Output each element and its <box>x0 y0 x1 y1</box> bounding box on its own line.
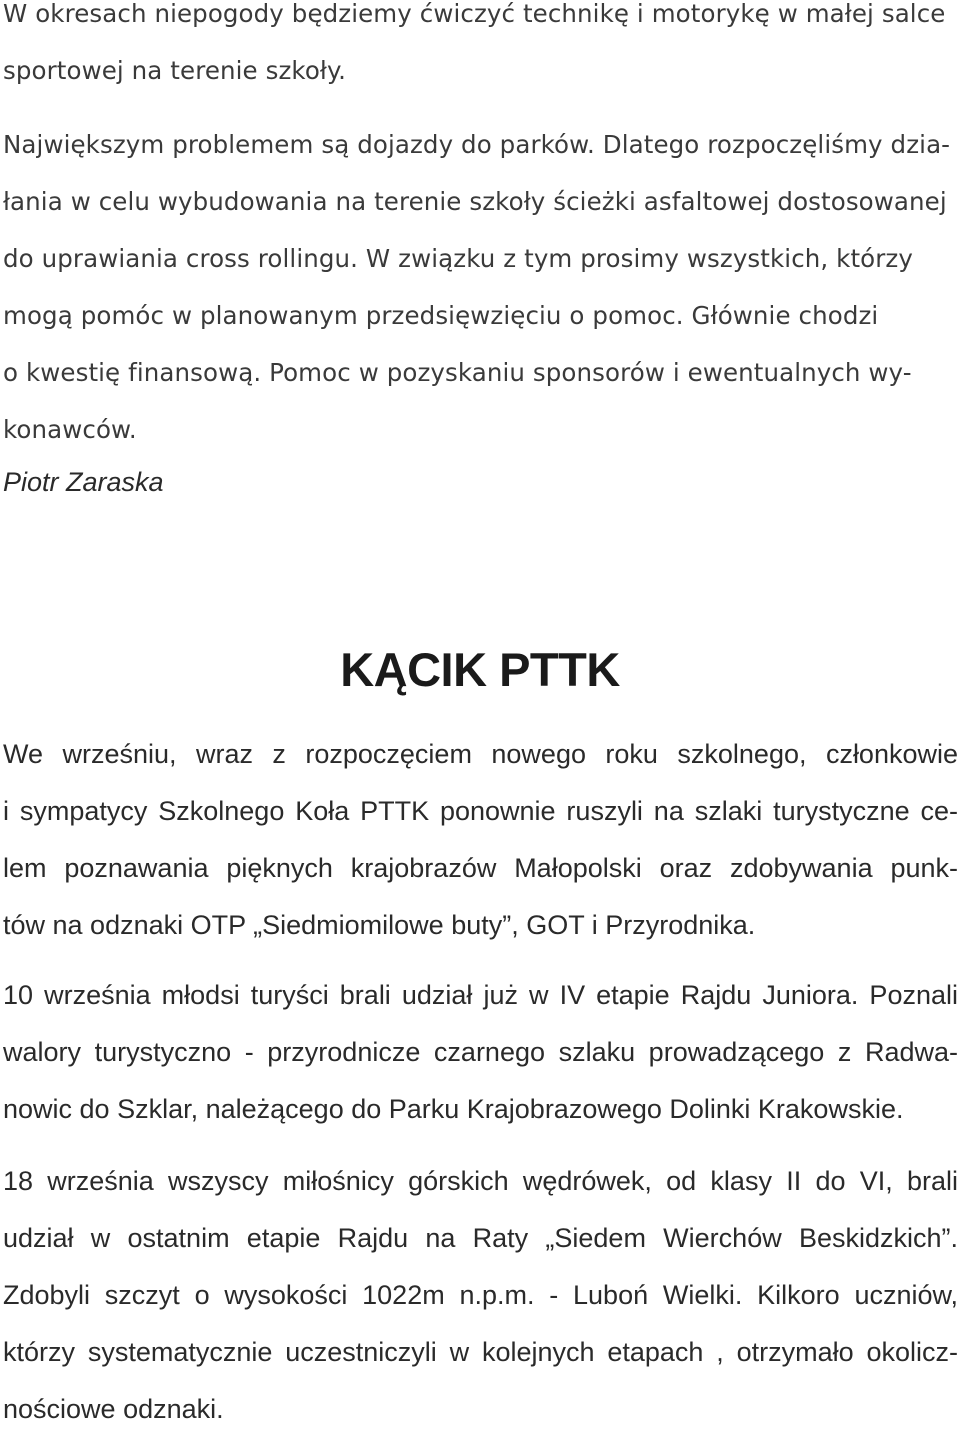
text-line: Zdobyli szczyt o wysokości 1022m n.p.m. - Luboń Wielki. Kilkoro uczniów, <box>3 1280 958 1310</box>
text-line: We wrześniu, wraz z rozpoczęciem nowego roku szkolnego, członkowie <box>3 739 958 769</box>
text-line: mogą pomóc w planowanym przedsięwzięciu o pomoc. Głównie chodzi <box>3 301 879 330</box>
text-line: do uprawiania cross rollingu. W związku z tym prosimy wszystkich, którzy <box>3 244 913 273</box>
text-line: 10 września młodsi turyści brali udział już w IV etapie Rajdu Juniora. Poznali <box>3 980 958 1010</box>
text-line: W okresach niepogody będziemy ćwiczyć technikę i motorykę w małej salce <box>3 0 946 28</box>
text-line: Największym problemem są dojazdy do parków. Dlatego rozpoczęliśmy dzia- <box>3 130 951 159</box>
text-line: którzy systematycznie uczestniczyli w kolejnych etapach , otrzymało okolicz- <box>3 1337 958 1367</box>
text-line: udział w ostatnim etapie Rajdu na Raty „Siedem Wierchów Beskidzkich”. <box>3 1223 958 1253</box>
text-line: i sympatycy Szkolnego Koła PTTK ponownie ruszyli na szlaki turystyczne ce- <box>3 796 958 826</box>
text-line: walory turystyczno - przyrodnicze czarnego szlaku prowadzącego z Radwa- <box>3 1037 958 1067</box>
intro-paragraph <box>3 0 958 99</box>
text-line: łania w celu wybudowania na terenie szkoły ścieżki asfaltowej dostosowanej <box>3 187 947 216</box>
problem-paragraph <box>3 116 958 458</box>
text-line: sportowej na terenie szkoły. <box>3 56 346 85</box>
pttk-paragraph-september <box>3 726 958 954</box>
section-title: KĄCIK PTTK <box>340 643 620 696</box>
pttk-paragraph-rajd-na-raty <box>3 1153 958 1438</box>
text-line: lem poznawania pięknych krajobrazów Małopolski oraz zdobywania punk- <box>3 853 958 883</box>
text-line: o kwestię finansową. Pomoc w pozyskaniu sponsorów i ewentualnych wy- <box>3 358 912 387</box>
text-line: konawców. <box>3 415 137 444</box>
author-signature: Piotr Zaraska <box>3 467 164 497</box>
text-line: 18 września wszyscy miłośnicy górskich wędrówek, od klasy II do VI, brali <box>3 1166 958 1196</box>
text-line: tów na odznaki OTP „Siedmiomilowe buty”, GOT i Przyrodnika. <box>3 910 756 940</box>
text-line: nościowe odznaki. <box>3 1394 224 1424</box>
text-line: nowic do Szklar, należącego do Parku Krajobrazowego Dolinki Krakowskie. <box>3 1094 904 1124</box>
pttk-paragraph-rajd-juniora <box>3 967 958 1138</box>
